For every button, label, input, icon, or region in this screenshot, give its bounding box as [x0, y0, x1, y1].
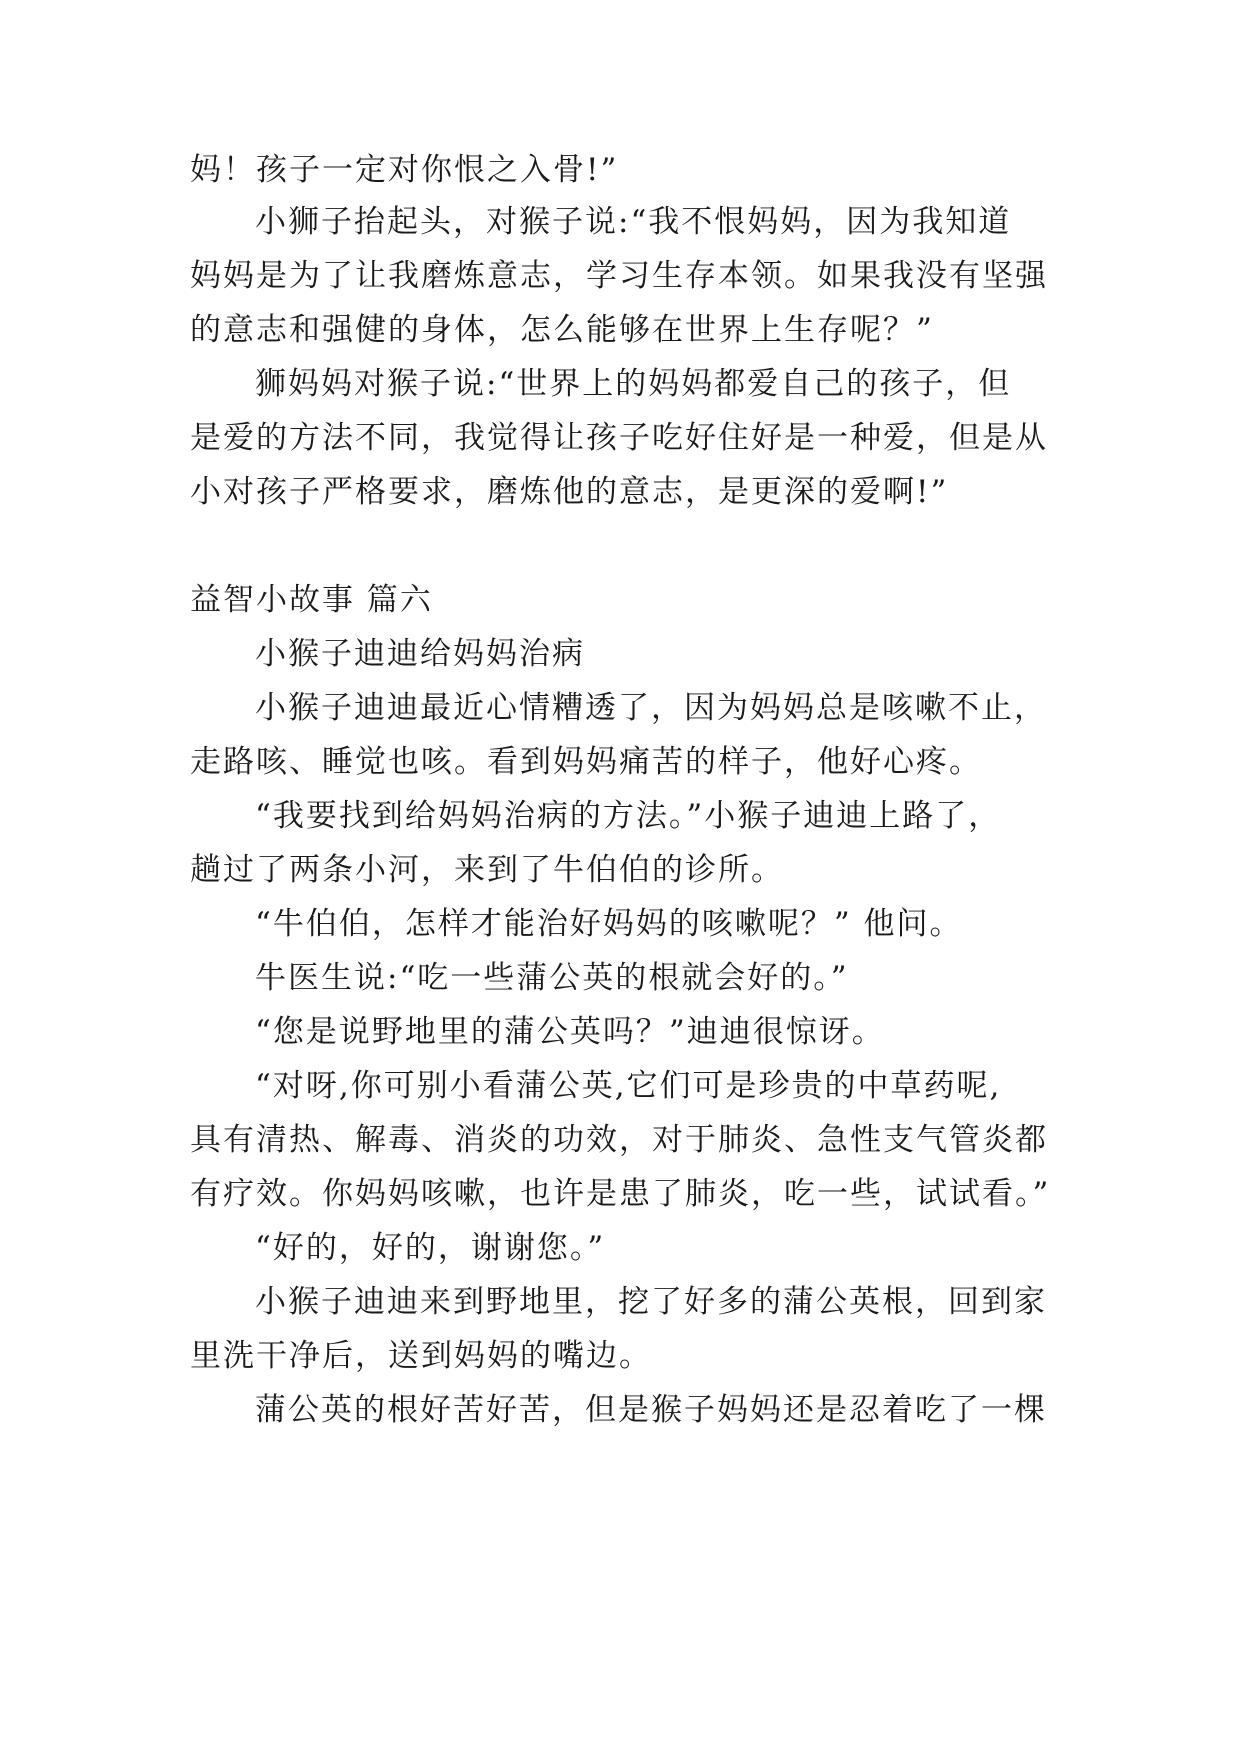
paragraph-line: 的意志和强健的身体，怎么能够在世界上生存呢？” — [190, 312, 934, 348]
paragraph-line: 里洗干净后，送到妈妈的嘴边。 — [190, 1338, 652, 1374]
paragraph-line: 有疗效。你妈妈咳嗽，也许是患了肺炎，吃一些，试试看。” — [190, 1176, 1051, 1212]
paragraph-line: 妈！孩子一定对你恨之入骨!” — [190, 152, 619, 188]
paragraph-line: 趟过了两条小河，来到了牛伯伯的诊所。 — [190, 852, 784, 888]
paragraph-line: 小狮子抬起头，对猴子说:“我不恨妈妈，因为我知道 — [255, 204, 1012, 240]
paragraph-line: “您是说野地里的蒲公英吗？”迪迪很惊讶。 — [255, 1014, 885, 1050]
paragraph-line: 妈妈是为了让我磨炼意志，学习生存本领。如果我没有坚强 — [190, 258, 1048, 294]
paragraph-line: “我要找到给妈妈治病的方法。”小猴子迪迪上路了， — [255, 798, 1002, 834]
paragraph-line: 是爱的方法不同，我觉得让孩子吃好住好是一种爱，但是从 — [190, 420, 1048, 456]
story-title: 小猴子迪迪给妈妈治病 — [255, 636, 585, 672]
paragraph-line: 具有清热、解毒、消炎的功效，对于肺炎、急性支气管炎都 — [190, 1122, 1048, 1158]
paragraph-line: “对呀,你可别小看蒲公英,它们可是珍贵的中草药呢, — [255, 1068, 1002, 1104]
paragraph-line: 走路咳、睡觉也咳。看到妈妈痛苦的样子，他好心疼。 — [190, 744, 982, 780]
paragraph-line: “牛伯伯，怎样才能治好妈妈的咳嗽呢？” 他问。 — [255, 906, 963, 942]
paragraph-line: “好的，好的，谢谢您。” — [255, 1230, 606, 1266]
paragraph-line: 狮妈妈对猴子说:“世界上的妈妈都爱自己的孩子，但 — [255, 366, 1012, 402]
paragraph-line: 蒲公英的根好苦好苦，但是猴子妈妈还是忍着吃了一棵 — [255, 1392, 1047, 1428]
paragraph-line: 牛医生说:“吃一些蒲公英的根就会好的。” — [255, 960, 849, 996]
section-heading: 益智小故事 篇六 — [190, 582, 433, 618]
paragraph-line: 小猴子迪迪来到野地里，挖了好多的蒲公英根，回到家 — [255, 1284, 1047, 1320]
paragraph-line: 小对孩子严格要求，磨炼他的意志，是更深的爱啊!” — [190, 474, 949, 510]
paragraph-line: 小猴子迪迪最近心情糟透了，因为妈妈总是咳嗽不止， — [255, 690, 1047, 726]
